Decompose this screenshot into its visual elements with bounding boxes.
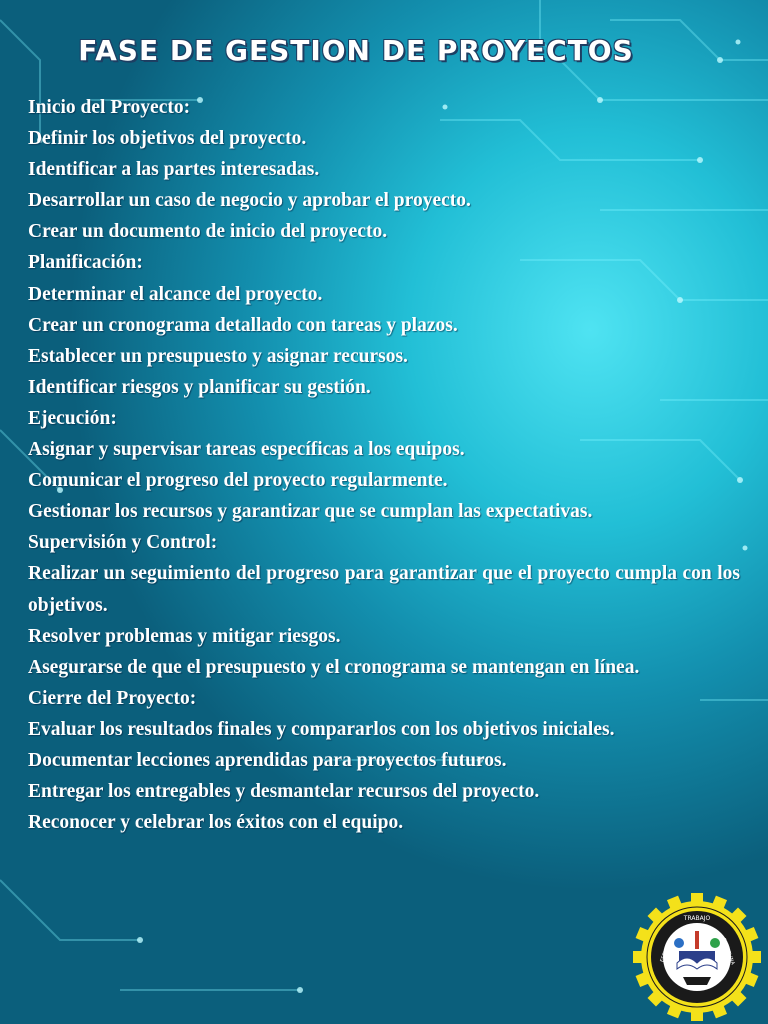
- gear-tooth: [691, 1009, 703, 1021]
- section-item: Comunicar el progreso del proyecto regularmente.: [28, 470, 448, 492]
- section-item: Reconocer y celebrar los éxitos con el equipo.: [28, 812, 404, 834]
- gear-tooth: [749, 951, 761, 963]
- seal-word-right: DISCIPLINA: [720, 937, 736, 966]
- section-item: Asignar y supervisar tareas específicas a los equipos.: [28, 439, 465, 461]
- section-heading: Cierre del Proyecto:: [28, 687, 197, 709]
- section-item: Definir los objetivos del proyecto.: [28, 128, 307, 150]
- section-item: Crear un cronograma detallado con tareas y plazos.: [28, 314, 458, 336]
- section-heading: Planificación:: [28, 252, 143, 274]
- section-item: Identificar a las partes interesadas.: [28, 159, 320, 181]
- page-title: FASE DE GESTION DE PROYECTOS: [78, 34, 634, 67]
- section-item: Evaluar los resultados finales y compararlos con los objetivos iniciales.: [28, 718, 615, 740]
- section-heading: Supervisión y Control:: [28, 532, 218, 554]
- section-heading: Inicio del Proyecto:: [28, 97, 191, 118]
- section-item: Resolver problemas y mitigar riesgos.: [28, 625, 341, 647]
- section-item: Determinar el alcance del proyecto.: [28, 283, 323, 305]
- section-item: Establecer un presupuesto y asignar recursos.: [28, 345, 408, 367]
- seal-word-top: TRABAJO: [683, 915, 711, 922]
- section-heading: Ejecución:: [28, 407, 117, 429]
- section-item: Realizar un seguimiento del progreso para garantizar que el proyecto cumpla con los objetivos.: [28, 563, 740, 616]
- section-item: Desarrollar un caso de negocio y aprobar el proyecto.: [28, 190, 471, 212]
- section-item: Asegurarse de que el presupuesto y el cronograma se mantengan en línea.: [28, 656, 640, 678]
- institute-seal-icon: [626, 890, 768, 1024]
- section-item: Entregar los entregables y desmantelar recursos del proyecto.: [28, 781, 540, 803]
- gear-tooth: [691, 893, 703, 905]
- phases-content: [28, 92, 740, 838]
- gear-tooth: [633, 951, 645, 963]
- section-item: Identificar riesgos y planificar su gestión.: [28, 376, 371, 398]
- seal-word-left: ESTUDIO: [659, 940, 673, 964]
- section-item: Crear un documento de inicio del proyecto.: [28, 221, 388, 243]
- section-item: Documentar lecciones aprendidas para proyectos futuros.: [28, 749, 507, 771]
- section-item: Gestionar los recursos y garantizar que se cumplan las expectativas.: [28, 501, 593, 523]
